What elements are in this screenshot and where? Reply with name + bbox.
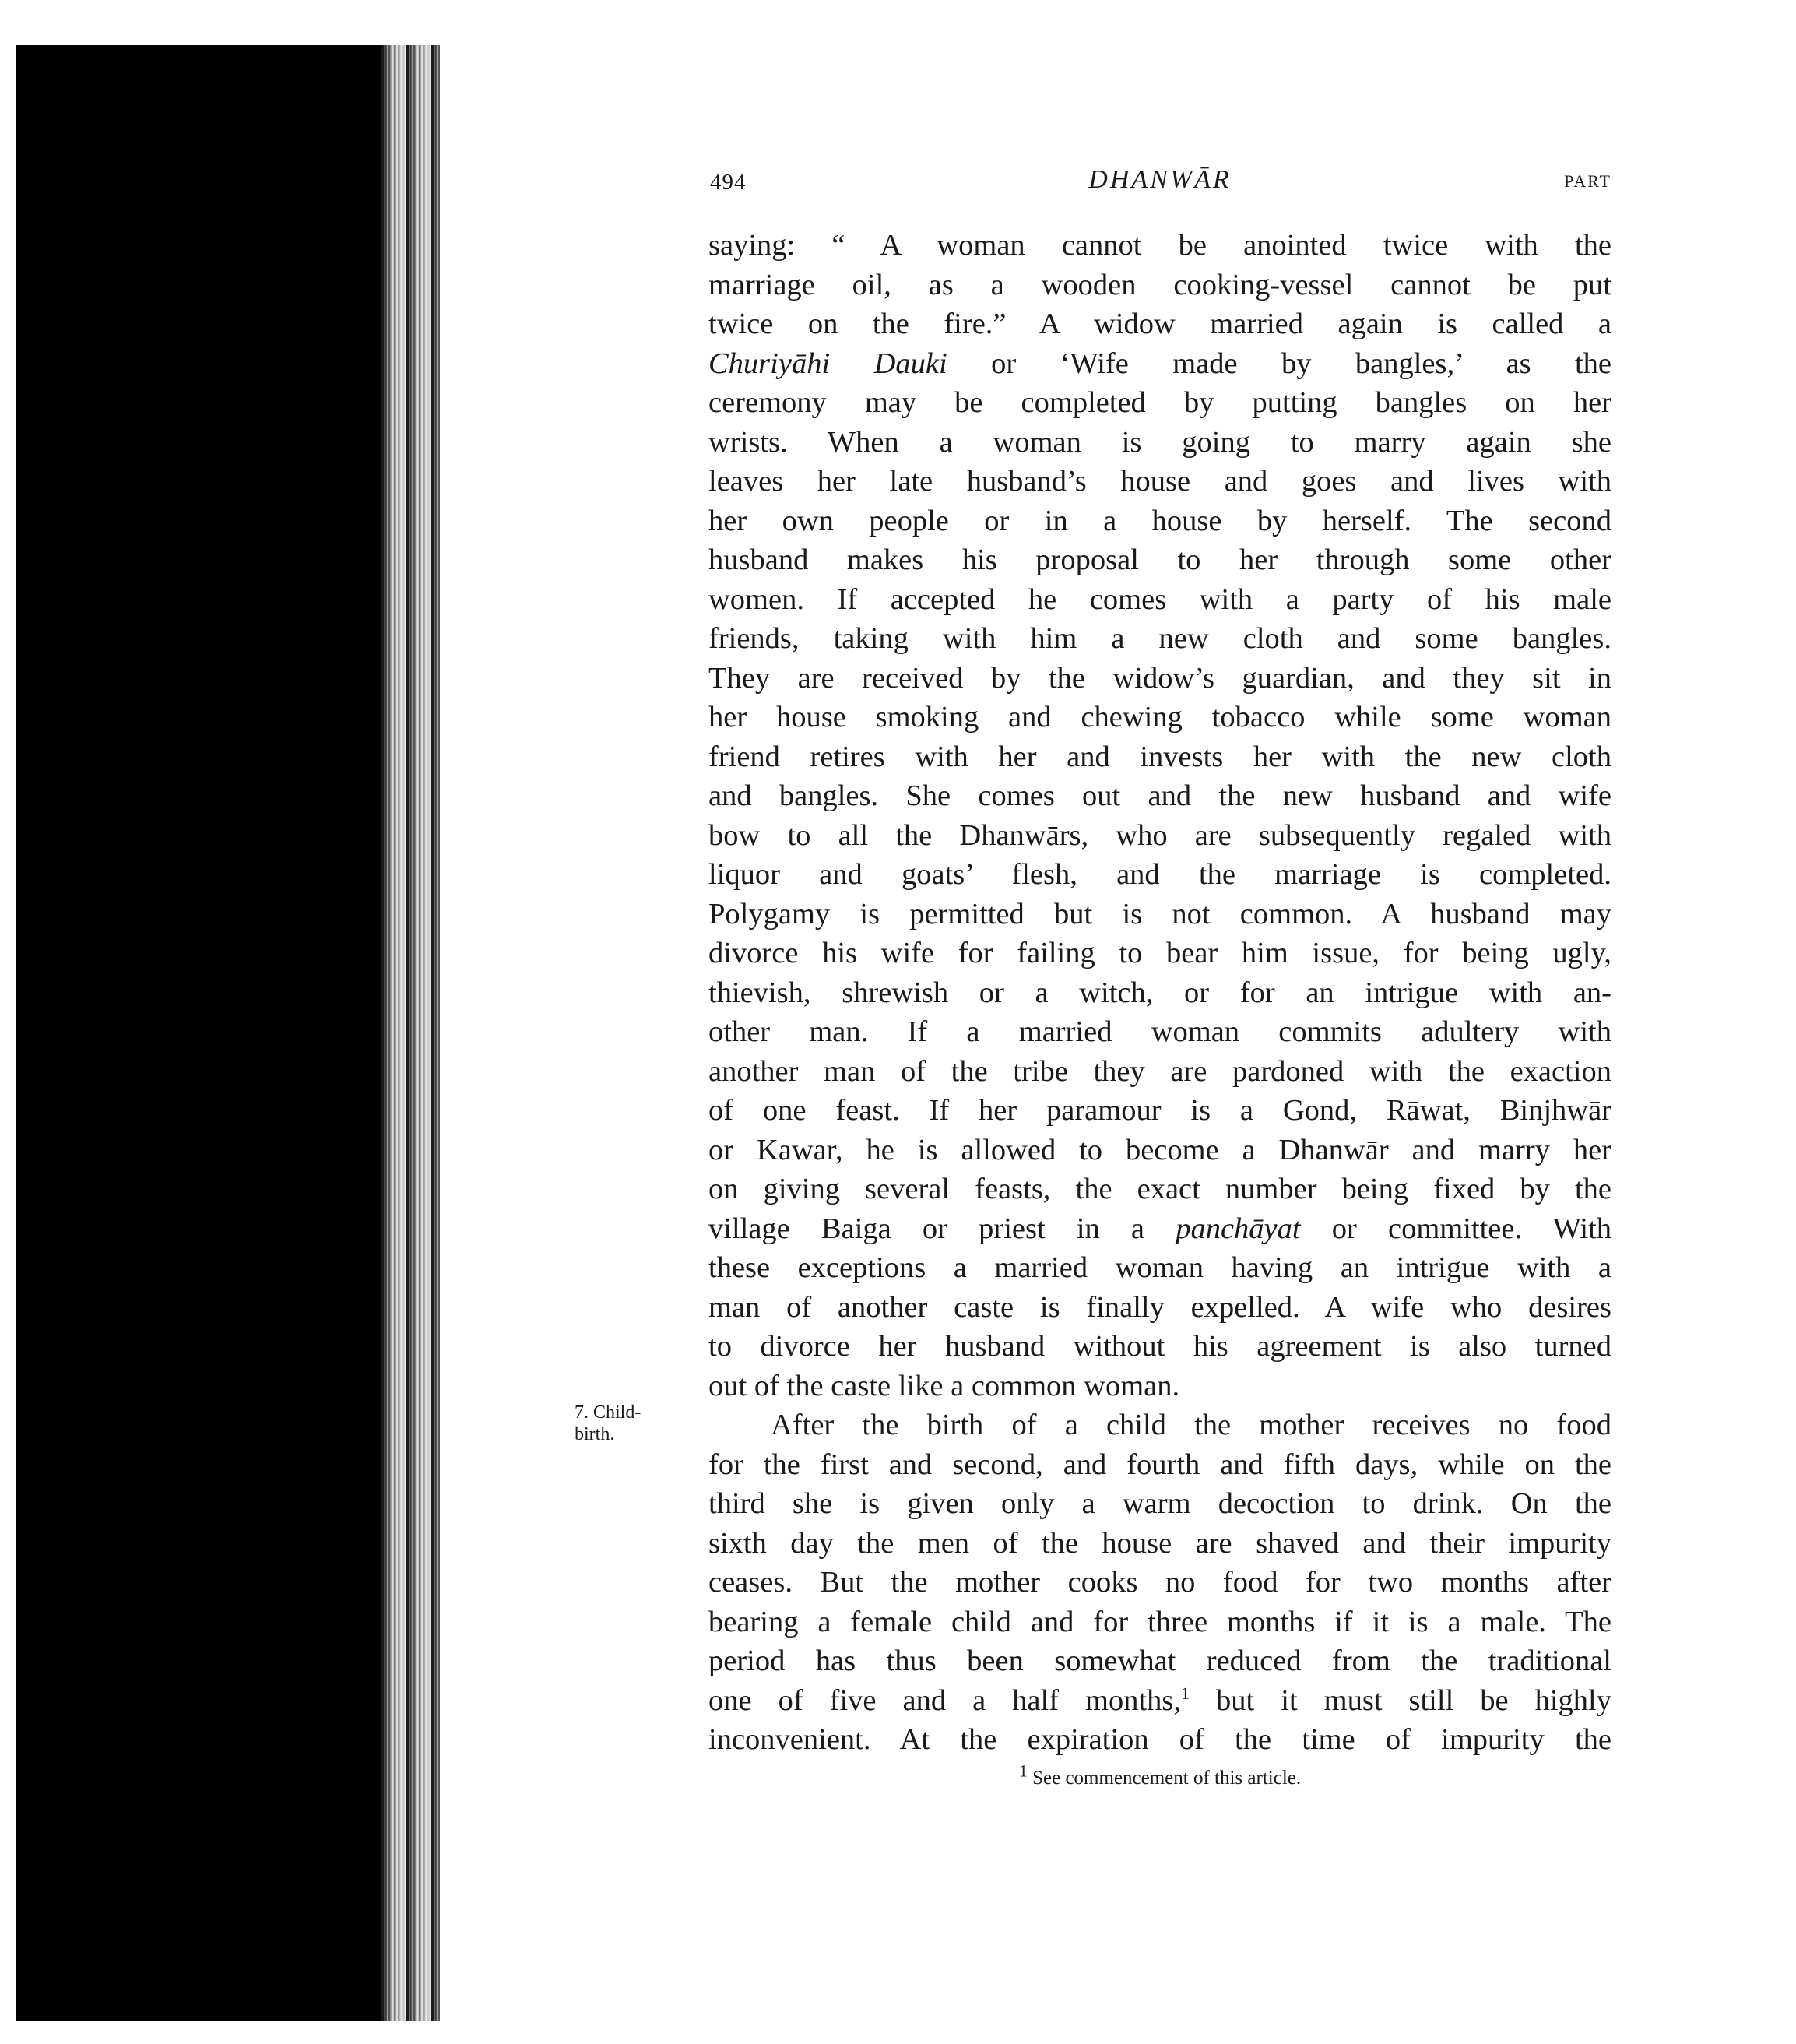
text-line: saying: “ A woman cannot be anointed twice with the: [708, 229, 1611, 262]
text-line: [708, 1681, 1611, 1721]
footnote: [708, 1761, 1611, 1789]
page-number: 494: [710, 170, 747, 195]
text-line: [708, 344, 1611, 384]
italic-term: Dauki: [873, 347, 947, 380]
footnote-reference: 1: [1181, 1683, 1190, 1703]
text-line: for the first and second, and fourth and fifth days, while on the: [708, 1448, 1611, 1481]
book-page: [575, 156, 1612, 1789]
text-line: liquor and goats’ flesh, and the marriage is completed.: [708, 858, 1611, 891]
text-line: out of the caste like a common woman.: [708, 1369, 1180, 1402]
text-line: sixth day the men of the house are shaved and their impurity: [708, 1526, 1611, 1560]
text-line: of one feast. If her paramour is a Gond, Rāwat, Binjhwār: [708, 1094, 1611, 1127]
text-line: [708, 1209, 1611, 1249]
italic-term: panchāyat: [1176, 1212, 1301, 1245]
text-line: marriage oil, as a wooden cooking-vessel cannot be put: [708, 268, 1611, 301]
running-title: DHANWĀR: [1088, 165, 1232, 194]
text-span: or ‘Wife made by bangles,’ as the: [991, 347, 1612, 380]
text-line: wrists. When a woman is going to marry again she: [708, 425, 1611, 459]
text-line: twice on the fire.” A widow married again is called a: [708, 308, 1611, 340]
footnote-text: See commencement of this article.: [1032, 1767, 1302, 1789]
text-span: or committee. With: [1331, 1212, 1612, 1245]
text-line: and bangles. She comes out and the new husband and wife: [708, 779, 1611, 812]
text-line: on giving several feasts, the exact number being fixed by the: [708, 1173, 1611, 1205]
text-line: bow to all the Dhanwārs, who are subsequently regaled with: [708, 818, 1611, 852]
text-line: her house smoking and chewing tobacco while some woman: [708, 701, 1611, 734]
marginal-note-line: birth.: [575, 1424, 615, 1444]
footnote-marker: 1: [1018, 1761, 1028, 1781]
text-line: her own people or in a house by herself. The second: [708, 504, 1611, 537]
text-line: another man of the tribe they are pardoned with the exaction: [708, 1054, 1611, 1088]
text-line: Polygamy is permitted but is not common. A husband may: [708, 897, 1611, 931]
text-line: women. If accepted he comes with a party of his male: [708, 582, 1611, 616]
text-line: They are received by the widow’s guardian, and they sit in: [708, 661, 1611, 695]
scanned-page-edge: [16, 45, 381, 2021]
text-line: these exceptions a married woman having an intrigue with a: [708, 1251, 1611, 1284]
marginal-note-line: 7. Child-: [575, 1402, 641, 1423]
text-line: friends, taking with him a new cloth and some bangles.: [708, 622, 1611, 655]
text-line: or Kawar, he is allowed to become a Dhanwār and marry her: [708, 1133, 1611, 1166]
text-line: friend retires with her and invests her with the new cloth: [708, 740, 1611, 773]
text-line: divorce his wife for failing to bear him issue, for being ugly,: [708, 937, 1611, 969]
page-edge-gradient: [381, 45, 440, 2021]
text-line: third she is given only a warm decoction to drink. On the: [708, 1487, 1611, 1520]
text-line: husband makes his proposal to her through some other: [708, 544, 1611, 576]
text-span: but it must still be highly: [1216, 1683, 1612, 1717]
text-line: After the birth of a child the mother receives no food: [771, 1409, 1611, 1441]
text-line: man of another caste is finally expelled. A wife who desires: [708, 1290, 1611, 1324]
page-header: [708, 156, 1611, 202]
text-line: ceases. But the mother cooks no food for two months after: [708, 1566, 1611, 1599]
text-span: village Baiga or priest in a: [708, 1212, 1145, 1245]
text-line: leaves her late husband’s house and goes and lives with: [708, 465, 1611, 498]
italic-term: Churiyāhi: [708, 347, 831, 380]
marginal-note: [575, 1402, 641, 1445]
text-line: ceremony may be completed by putting bangles on her: [708, 386, 1611, 419]
text-line: bearing a female child and for three months if it is a male. The: [708, 1605, 1611, 1638]
text-line: to divorce her husband without his agreement is also turned: [708, 1330, 1611, 1363]
text-line: inconvenient. At the expiration of the time of impurity the: [708, 1723, 1611, 1756]
text-line: other man. If a married woman commits adultery with: [708, 1015, 1611, 1048]
text-span: one of five and a half months,: [708, 1683, 1182, 1717]
text-line: thievish, shrewish or a witch, or for an intrigue with an-: [708, 976, 1611, 1009]
text-line: period has thus been somewhat reduced from the traditional: [708, 1645, 1611, 1677]
part-label: PART: [1564, 171, 1611, 191]
body-text: [575, 226, 1612, 1760]
